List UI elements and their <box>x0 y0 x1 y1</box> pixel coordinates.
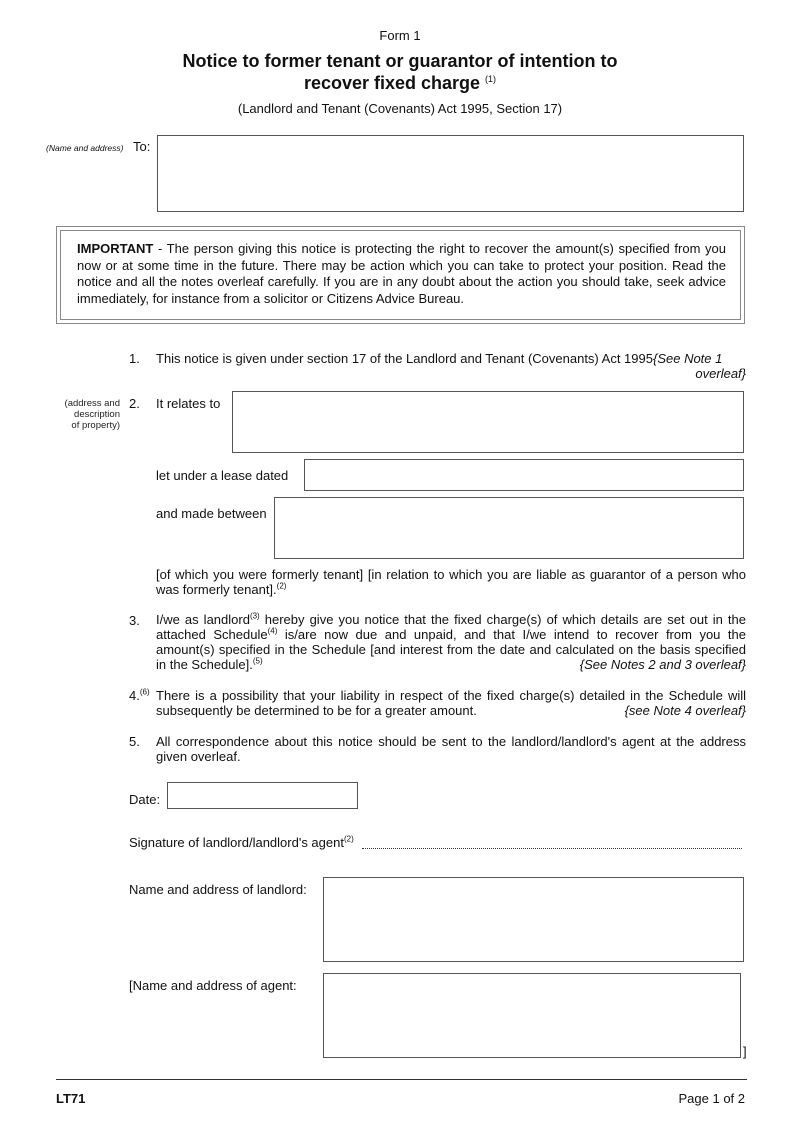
relates-to-label: It relates to <box>156 396 221 411</box>
form-number: Form 1 <box>379 28 421 43</box>
page-number: Page 1 of 2 <box>678 1091 745 1106</box>
to-label: To: <box>133 139 151 154</box>
item-2-side-note: (address and description of property) <box>64 398 120 431</box>
item-4-number: 4.$^{(6)}$ <box>129 687 150 703</box>
date-label: Date: <box>129 792 161 807</box>
lease-date-label: let under a lease dated <box>156 468 289 483</box>
signature-line[interactable] <box>362 848 742 849</box>
item-4: There is a possibility that your liability in respect of the fixed charge(s) detailed in the Schedule will subsequently be determined to be for a greater amount. <box>156 688 746 718</box>
to-side-note: (Name and address) <box>46 143 124 153</box>
made-between-field[interactable] <box>274 497 744 559</box>
landlord-name-address-field[interactable] <box>323 877 744 962</box>
item-5: All correspondence about this notice should be sent to the landlord/landlord's agent at the address given overleaf. <box>156 734 746 764</box>
made-between-label: and made between <box>156 506 267 521</box>
item-5-number: 5. <box>129 734 140 749</box>
form-code: LT71 <box>56 1091 86 1106</box>
page-title <box>0 50 800 94</box>
date-field[interactable] <box>167 782 358 809</box>
important-notice-text: IMPORTANT - The person giving this notice is protecting the right to recover the amount(s) specified from you now or at some time in the future. There may be action which you can take to protect your position. Read the notice and all the notes overleaf carefully. If you are in any doubt about the action you should take, seek advice immediately, for instance from a solicitor or Citizens Advice Bureau. <box>77 241 726 306</box>
item-3-number: 3. <box>129 613 140 628</box>
title-line-2: recover fixed charge $^{(1)}$ <box>303 73 497 93</box>
recipient-name-address-field[interactable] <box>157 135 744 212</box>
item-1-number: 1. <box>129 351 140 366</box>
agent-label: [Name and address of agent: <box>129 978 297 993</box>
title-footnote: (1) <box>485 74 497 84</box>
lease-date-field[interactable] <box>304 459 744 491</box>
item-3-note: {See Notes 2 and 3 overleaf} <box>579 657 746 672</box>
landlord-label: Name and address of landlord: <box>129 882 307 897</box>
signature-label: Signature of landlord/landlord's agent$^{(2)}$ <box>129 834 354 850</box>
title-line-1: Notice to former tenant or guarantor of intention to <box>182 51 618 71</box>
item-3: I/we as landlord$^{(3)}$ hereby give you notice that the fixed charge(s) of which details are set out in the attached Schedule$^{(4)}$ is/are now due and unpaid, and that I/we intend to recover from you the amount(s) specified in the Schedule [and interest from the date and calculated on the basis specified in the Schedule].$^{(5)}$ <box>156 611 746 672</box>
item-4-note: {see Note 4 overleaf} <box>624 703 746 718</box>
subtitle: (Landlord and Tenant (Covenants) Act 1995, Section 17) <box>237 101 563 116</box>
item-2-tenancy-text: [of which you were formerly tenant] [in relation to which you are liable as guarantor of a person who was formerly tenant].$^{(2)}$ <box>156 567 746 597</box>
item-1-note: {See Note 1 <box>652 351 723 366</box>
item-1-note-cont: overleaf} <box>695 366 746 381</box>
property-address-field[interactable] <box>232 391 744 453</box>
footer-rule <box>56 1079 747 1080</box>
agent-name-address-field[interactable] <box>323 973 741 1058</box>
important-notice-outer <box>56 226 745 324</box>
agent-close-bracket: ] <box>743 1044 747 1059</box>
item-1: This notice is given under section 17 of the Landlord and Tenant (Covenants) Act 1995{See Note 1 overleaf} <box>156 351 746 381</box>
item-2-number: 2. <box>129 396 140 411</box>
